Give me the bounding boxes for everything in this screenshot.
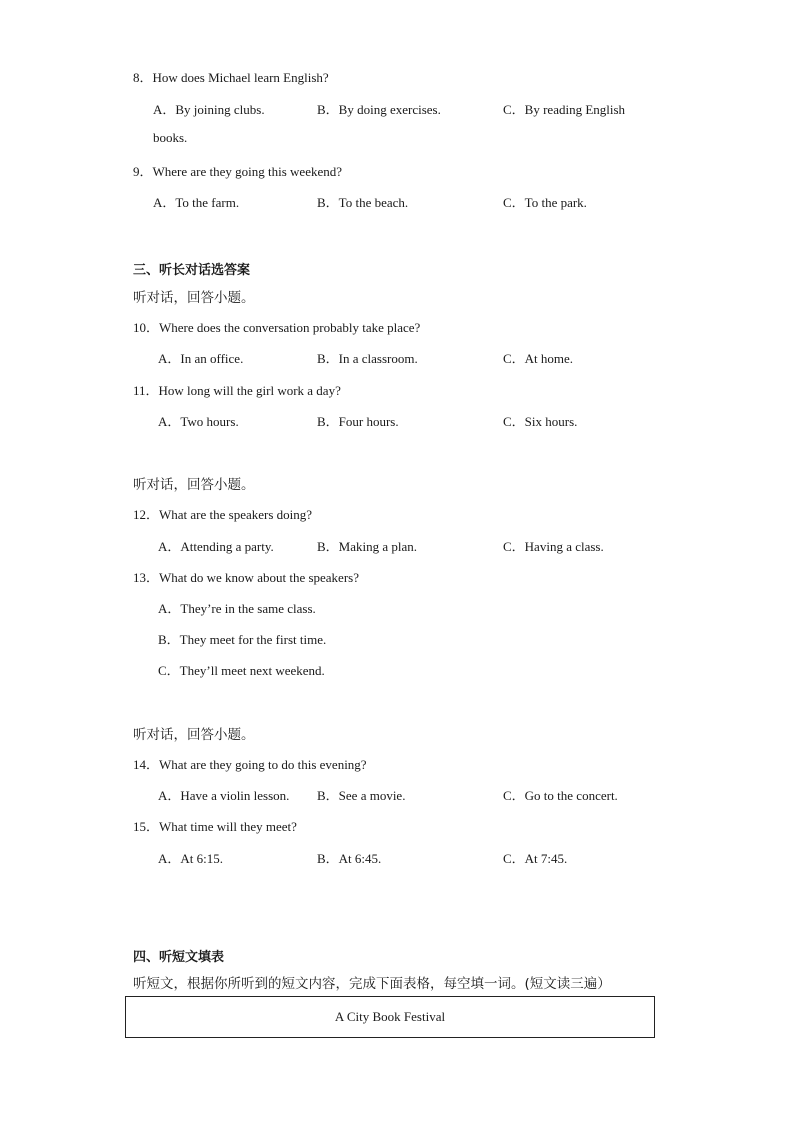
question-11-option-b: B．Four hours.	[317, 414, 399, 429]
section-4-title: 四、听短文填表	[133, 950, 225, 965]
section-3-instruction-3: 听对话，回答小题。	[133, 727, 255, 743]
question-8-option-a: A．By joining clubs.	[153, 102, 265, 117]
section-3-instruction-2: 听对话，回答小题。	[133, 477, 255, 493]
question-15-stem: 15．What time will they meet?	[133, 819, 297, 834]
question-10-option-a: A．In an office.	[158, 351, 244, 366]
question-9-stem: 9．Where are they going this weekend?	[133, 164, 343, 179]
question-10-option-c: C．At home.	[503, 351, 574, 366]
question-15-option-c: C．At 7:45.	[503, 851, 568, 866]
table-title: A City Book Festival	[334, 1009, 446, 1024]
question-8-option-c-continued: books.	[153, 130, 188, 145]
question-12-option-c: C．Having a class.	[503, 539, 604, 554]
question-8-stem: 8．How does Michael learn English?	[133, 70, 329, 85]
question-12-option-b: B．Making a plan.	[317, 539, 418, 554]
question-12-stem: 12．What are the speakers doing?	[133, 507, 313, 522]
question-14-option-c: C．Go to the concert.	[503, 788, 618, 803]
question-10-option-b: B．In a classroom.	[317, 351, 418, 366]
question-13-option-b: B．They meet for the first time.	[158, 632, 327, 647]
question-14-option-a: A．Have a violin lesson.	[158, 788, 290, 803]
question-8-option-b: B．By doing exercises.	[317, 102, 441, 117]
question-8-option-c: C．By reading English	[503, 102, 626, 117]
section-4-instruction: 听短文，根据你所听到的短文内容，完成下面表格，每空填一词。(短文读三遍）	[133, 976, 611, 992]
section-3-title: 三、听长对话选答案	[133, 263, 251, 278]
question-12-option-a: A．Attending a party.	[158, 539, 274, 554]
question-11-stem: 11．How long will the girl work a day?	[133, 383, 341, 398]
section-3-instruction-1: 听对话，回答小题。	[133, 290, 255, 306]
question-14-option-b: B．See a movie.	[317, 788, 406, 803]
question-13-stem: 13．What do we know about the speakers?	[133, 570, 359, 585]
question-13-option-c: C．They’ll meet next weekend.	[158, 663, 325, 678]
question-11-option-c: C．Six hours.	[503, 414, 578, 429]
question-15-option-b: B．At 6:45.	[317, 851, 382, 866]
question-10-stem: 10．Where does the conversation probably take place?	[133, 320, 421, 335]
question-13-option-a: A．They’re in the same class.	[158, 601, 316, 616]
question-11-option-a: A．Two hours.	[158, 414, 239, 429]
question-14-stem: 14．What are they going to do this evening?	[133, 757, 367, 772]
question-9-option-c: C．To the park.	[503, 195, 587, 210]
fill-in-table	[125, 996, 655, 1038]
question-15-option-a: A．At 6:15.	[158, 851, 224, 866]
question-9-option-a: A．To the farm.	[153, 195, 240, 210]
question-9-option-b: B．To the beach.	[317, 195, 409, 210]
